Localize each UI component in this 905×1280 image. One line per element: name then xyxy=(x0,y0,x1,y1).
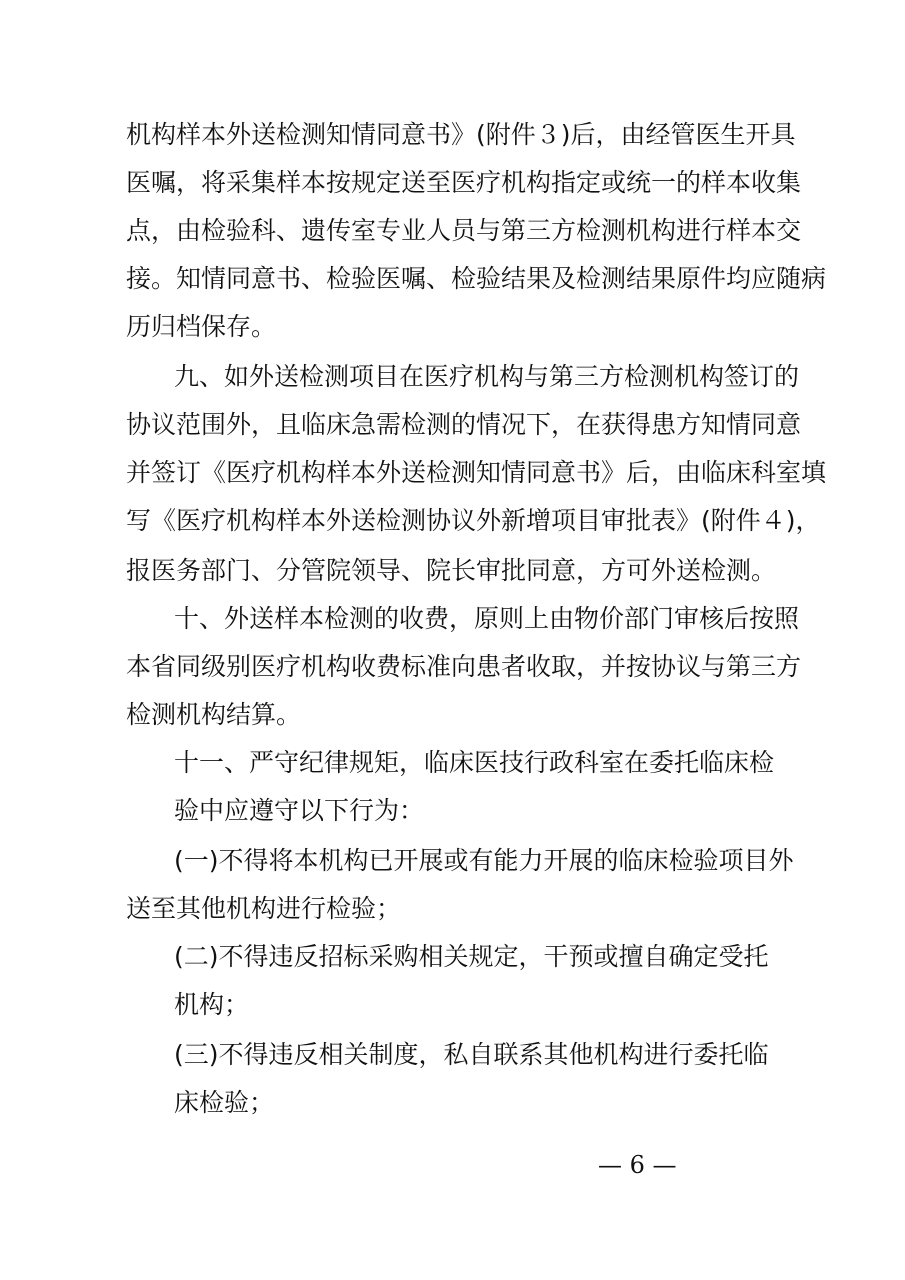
page-number: — 6 — xyxy=(598,1151,677,1179)
text-line: 检测机构结算。 xyxy=(126,700,302,729)
text-line: 本省同级别医疗机构收费标准向患者收取，并按协议与第三方 xyxy=(126,652,802,681)
text-line: 历归档保存。 xyxy=(126,312,277,341)
text-line: 床检验； xyxy=(174,1088,275,1117)
paragraph-ten-start: 十、外送样本检测的收费，原则上由物价部门审核后按照 xyxy=(174,604,800,633)
text-line: 接。知情同意书、检验医嘱、检验结果及检测结果原件均应随病 xyxy=(126,264,827,293)
text-line: 写《医疗机构样本外送检测协议外新增项目审批表》(附件４)， xyxy=(126,506,821,535)
text-line: 医嘱，将采集样本按规定送至医疗机构指定或统一的样本收集 xyxy=(126,168,802,197)
paragraph-eleven-start: 十一、严守纪律规矩，临床医技行政科室在委托临床检 xyxy=(174,748,775,777)
list-item-two: (二)不得违反招标采购相关规定，干预或擅自确定受托 xyxy=(174,942,769,971)
text-line: 验中应遵守以下行为： xyxy=(174,796,425,825)
paragraph-nine-start: 九、如外送检测项目在医疗机构与第三方检测机构签订的 xyxy=(174,362,800,391)
text-line: 机构； xyxy=(174,990,250,1019)
text-line: 报医务部门、分管院领导、院长审批同意，方可外送检测。 xyxy=(126,556,777,585)
text-line: 点，由检验科、遗传室专业人员与第三方检测机构进行样本交 xyxy=(126,216,802,245)
text-line: 机构样本外送检测知情同意书》(附件３)后，由经管医生开具 xyxy=(126,120,796,149)
list-item-one: (一)不得将本机构已开展或有能力开展的临床检验项目外 xyxy=(174,846,794,875)
text-line: 送至其他机构进行检验； xyxy=(126,894,402,923)
text-line: 协议范围外，且临床急需检测的情况下，在获得患方知情同意 xyxy=(126,410,802,439)
text-line: 并签订《医疗机构样本外送检测知情同意书》后，由临床科室填 xyxy=(126,458,827,487)
list-item-three: (三)不得违反相关制度，私自联系其他机构进行委托临 xyxy=(174,1040,769,1069)
